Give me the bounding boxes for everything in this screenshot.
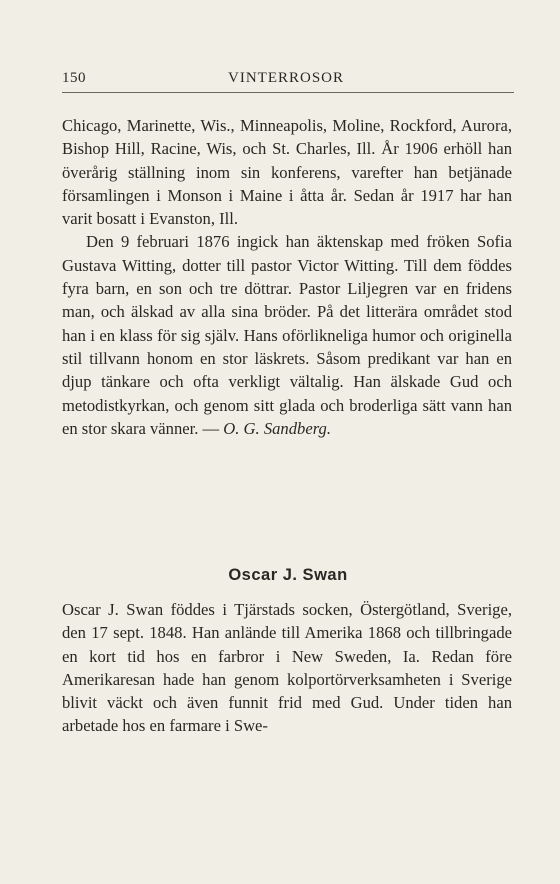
page-number: 150 (62, 70, 86, 86)
obituary-swan-text (62, 598, 512, 738)
header-rule (62, 92, 514, 93)
section-heading: Oscar J. Swan (228, 566, 348, 584)
paragraph (62, 114, 512, 230)
author-signature: O. G. Sandberg. (223, 418, 331, 438)
obituary-liljegren-text (62, 114, 512, 440)
paragraph (62, 598, 512, 738)
paragraph-text: Den 9 februari 1876 ingick han äktenskap med fröken Sofia Gustava Witting, dotter till pastor Victor Witting. Till dem föddes fyra barn, en son och tre döttrar. Pastor Liljegren var en fridens man, och älskad av alla sina bröder. På det litterära området stod han i en klass för sig själv. Hans oförlikneliga humor och originella stil tillvann honom en stor läskrets. Såsom predikant var han en djup tänkare och ofta verkligt vältalig. Han älskade Gud och metodistkyrkan, och genom sitt glada och broderliga sätt vann han en stor skara vänner. — (62, 232, 512, 438)
running-head: VINTERROSOR (228, 70, 345, 86)
paragraph (62, 230, 512, 440)
page-header (62, 70, 514, 94)
paragraph-text: Oscar J. Swan föddes i Tjärstads socken, Östergötland, Sverige, den 17 sept. 1848. Han anlände till Amerika 1868 och tillbringade en kort tid hos en farbror i New Sweden, Ia. Redan före Amerikaresan hade han genom kolportörverksamheten i Sverige blivit väckt och även funnit frid med Gud. Under tiden han arbetade hos en farmare i Swe- (62, 600, 512, 736)
paragraph-text: Chicago, Marinette, Wis., Minneapolis, Moline, Rockford, Aurora, Bishop Hill, Racine, Wis, och St. Charles, Ill. År 1906 erhöll han överårig ställning inom sin konferens, varefter han betjänade församlingen i Monson i Maine i åtta år. Sedan år 1917 har han varit bosatt i Evanston, Ill. (62, 116, 512, 229)
